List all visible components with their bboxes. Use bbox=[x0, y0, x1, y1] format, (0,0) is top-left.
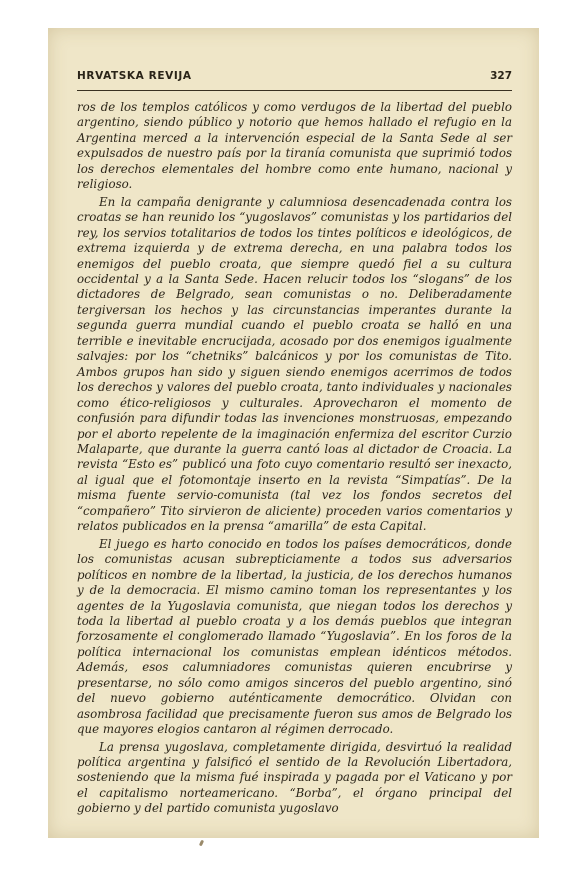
journal-title: HRVATSKA REVIJA bbox=[77, 70, 192, 82]
running-header bbox=[77, 70, 512, 86]
paragraph: La prensa yugoslava, completamente dirigida, desvirtuó la realidad política argentina y falsificó el sentido de la Revolución Libertadora, sosteniendo que la misma fué inspirada y pagada por el Vaticano y por el capitalismo norteamericano. “Borba”, el órgano principal del gobierno y del partido comunista yugoslavo bbox=[77, 739, 512, 816]
header-rule bbox=[77, 90, 512, 91]
paragraph: En la campaña denigrante y calumniosa desencadenada contra los croatas se han reunido los “yugoslavos” comunistas y los partidarios del rey, los servios totalitarios de todos los tintes políticos e ideológicos, de extrema izquierda y de extrema derecha, en una palabra todos los enemigos del pueblo croata, que siempre quedó fiel a su cultura occidental y a la Santa Sede. Hacen relucir todos los “slogans” de los dictadores de Belgrado, sean comunistas o no. Deliberadamente tergiversan los hechos y las circunstancias imperantes durante la segunda guerra mundial cuando el pueblo croata se halló en una terrible e inevitable encrucijada, acosado por dos enemigos igualmente salvajes: por los “chetniks” balcánicos y por los comunistas de Tito. Ambos grupos han sido y siguen siendo enemigos acerrimos de todos los derechos y valores del pueblo croata, tanto individuales y nacionales como ético-religiosos y culturales. Aprovecharon el momento de confusión para difundir todas las invenciones monstruosas, empezando por el aborto repelente de la imaginación enfermiza del escritor Curzio Malaparte, que durante la guerra cantó loas al dictador de Croacia. La revista “Esto es” publicó una foto cuyo comentario resultó ser inexacto, al igual que el fotomontaje inserto en la revista “Simpatías”. De la misma fuente servio-comunista (tal vez los fondos secretos del “compañero” Tito sirvieron de aliciente) proceden varios comentarios y relatos publicados en la prensa “amarilla” de esta Capital. bbox=[77, 194, 512, 534]
scanned-page bbox=[48, 28, 539, 838]
paragraph: El juego es harto conocido en todos los países democráticos, donde los comunistas acusan subrepticiamente a todos sus adversarios políticos en nombre de la libertad, la justicia, de los derechos humanos y de la democracia. El mismo camino toman los representantes y los agentes de la Yugoslavia comunista, que niegan todos los derechos y toda la libertad al pueblo croata y a los demás pueblos que integran forzosamente el conglomerado llamado “Yugoslavia”. En los foros de la política internacional los comunistas emplean idénticos métodos. Además, esos calumniadores comunistas quieren encubrirse y presentarse, no sólo como amigos sinceros del pueblo argentino, sinó del nuevo gobierno auténticamente democrático. Olvidan con asombrosa facilidad que precisamente fueron sus amos de Belgrado los que mayores elogios cantaron al régimen derrocado. bbox=[77, 536, 512, 737]
paragraph-continued: ros de los templos católicos y como verdugos de la libertad del pueblo argentino, siendo público y notorio que hemos hallado el refugio en la Argentina merced a la intervención especial de la Santa Sede al ser expulsados de nuestro país por la tiranía comunista que suprimió todos los derechos elementales del hombre como ente humano, nacional y religioso. bbox=[77, 100, 512, 192]
ink-speck bbox=[199, 840, 204, 847]
page-number: 327 bbox=[490, 70, 512, 82]
article-body bbox=[77, 100, 512, 817]
